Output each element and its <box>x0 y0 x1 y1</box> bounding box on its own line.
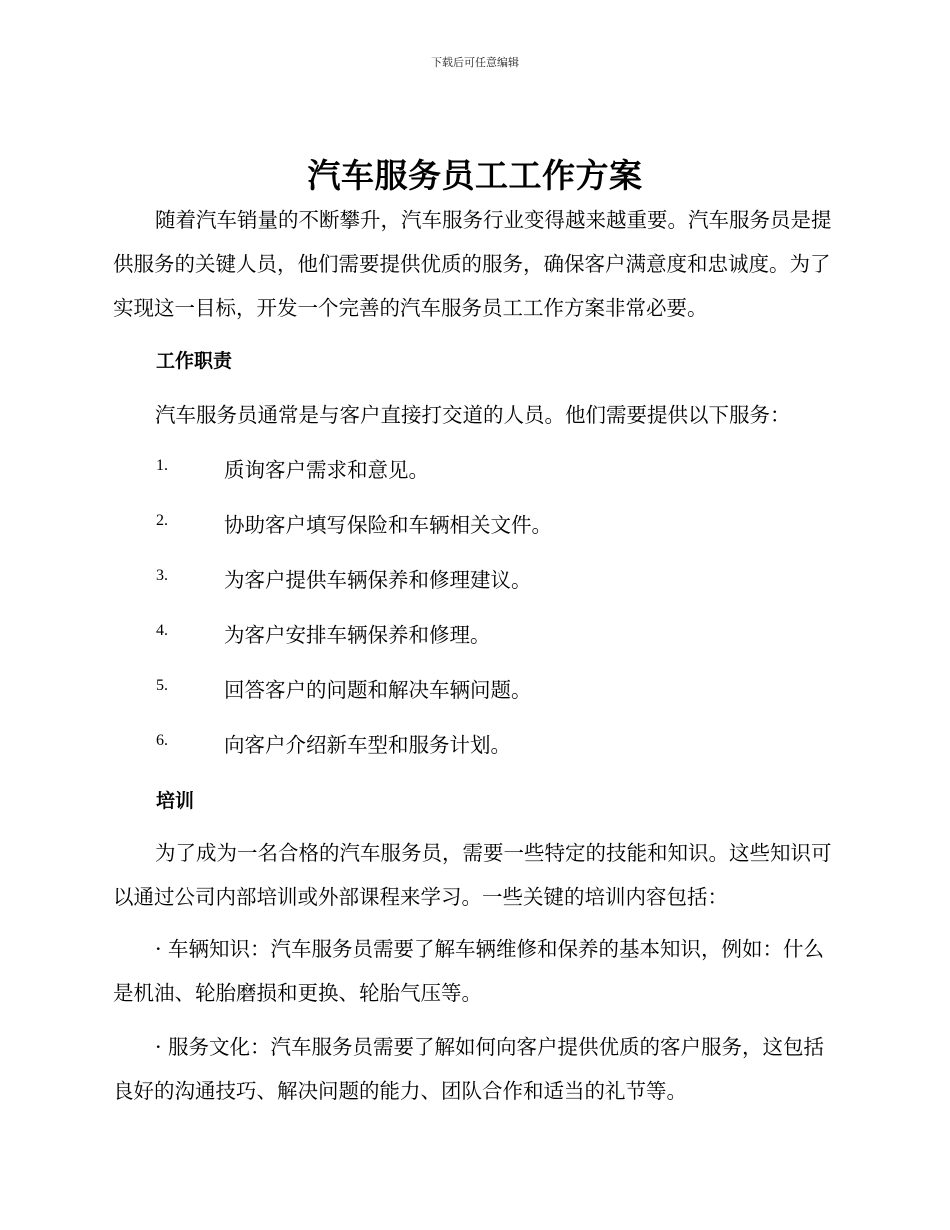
document-title: 汽车服务员工工作方案 <box>307 156 643 195</box>
list-item-text: 质询客户需求和意见。 <box>224 458 429 482</box>
list-item <box>0 453 950 483</box>
training-bullet-vehicle: · 车辆知识：汽车服务员需要了解车辆维修和保养的基本知识，例如：什么是机油、轮胎磨损和更换、轮胎气压等。 <box>113 937 825 1005</box>
list-item-text: 回答客户的问题和解决车辆问题。 <box>224 678 532 702</box>
list-item-number: 4. <box>156 622 168 639</box>
list-item-number: 3. <box>156 567 168 584</box>
training-bullet-service: · 服务文化：汽车服务员需要了解如何向客户提供优质的客户服务，这包括良好的沟通技巧、解决问题的能力、团队合作和适当的礼节等。 <box>113 1035 825 1103</box>
list-item <box>0 563 950 593</box>
list-item <box>0 508 950 538</box>
list-item-number: 1. <box>156 457 168 474</box>
list-item-number: 2. <box>156 512 168 529</box>
list-item-number: 6. <box>156 732 168 749</box>
list-item-text: 向客户介绍新车型和服务计划。 <box>224 733 511 757</box>
intro-paragraph: 随着汽车销量的不断攀升，汽车服务行业变得越来越重要。汽车服务员是提供服务的关键人员，他们需要提供优质的服务，确保客户满意度和忠诚度。为了实现这一目标，开发一个完善的汽车服务员工工作方案非常必要。 <box>113 208 832 320</box>
section-heading-duties: 工作职责 <box>156 350 233 372</box>
duties-lead-paragraph: 汽车服务员通常是与客户直接打交道的人员。他们需要提供以下服务： <box>155 403 791 427</box>
list-item-number: 5. <box>156 677 168 694</box>
list-item <box>0 673 950 703</box>
list-item-text: 协助客户填写保险和车辆相关文件。 <box>224 513 552 537</box>
training-lead-paragraph: 为了成为一名合格的汽车服务员，需要一些特定的技能和知识。这些知识可以通过公司内部培训或外部课程来学习。一些关键的培训内容包括： <box>113 841 832 909</box>
list-item-text: 为客户提供车辆保养和修理建议。 <box>224 568 532 592</box>
list-item <box>0 728 950 758</box>
list-item-text: 为客户安排车辆保养和修理。 <box>224 623 491 647</box>
header-note: 下载后可任意编辑 <box>431 56 519 69</box>
section-heading-training: 培训 <box>156 790 195 812</box>
list-item <box>0 618 950 648</box>
